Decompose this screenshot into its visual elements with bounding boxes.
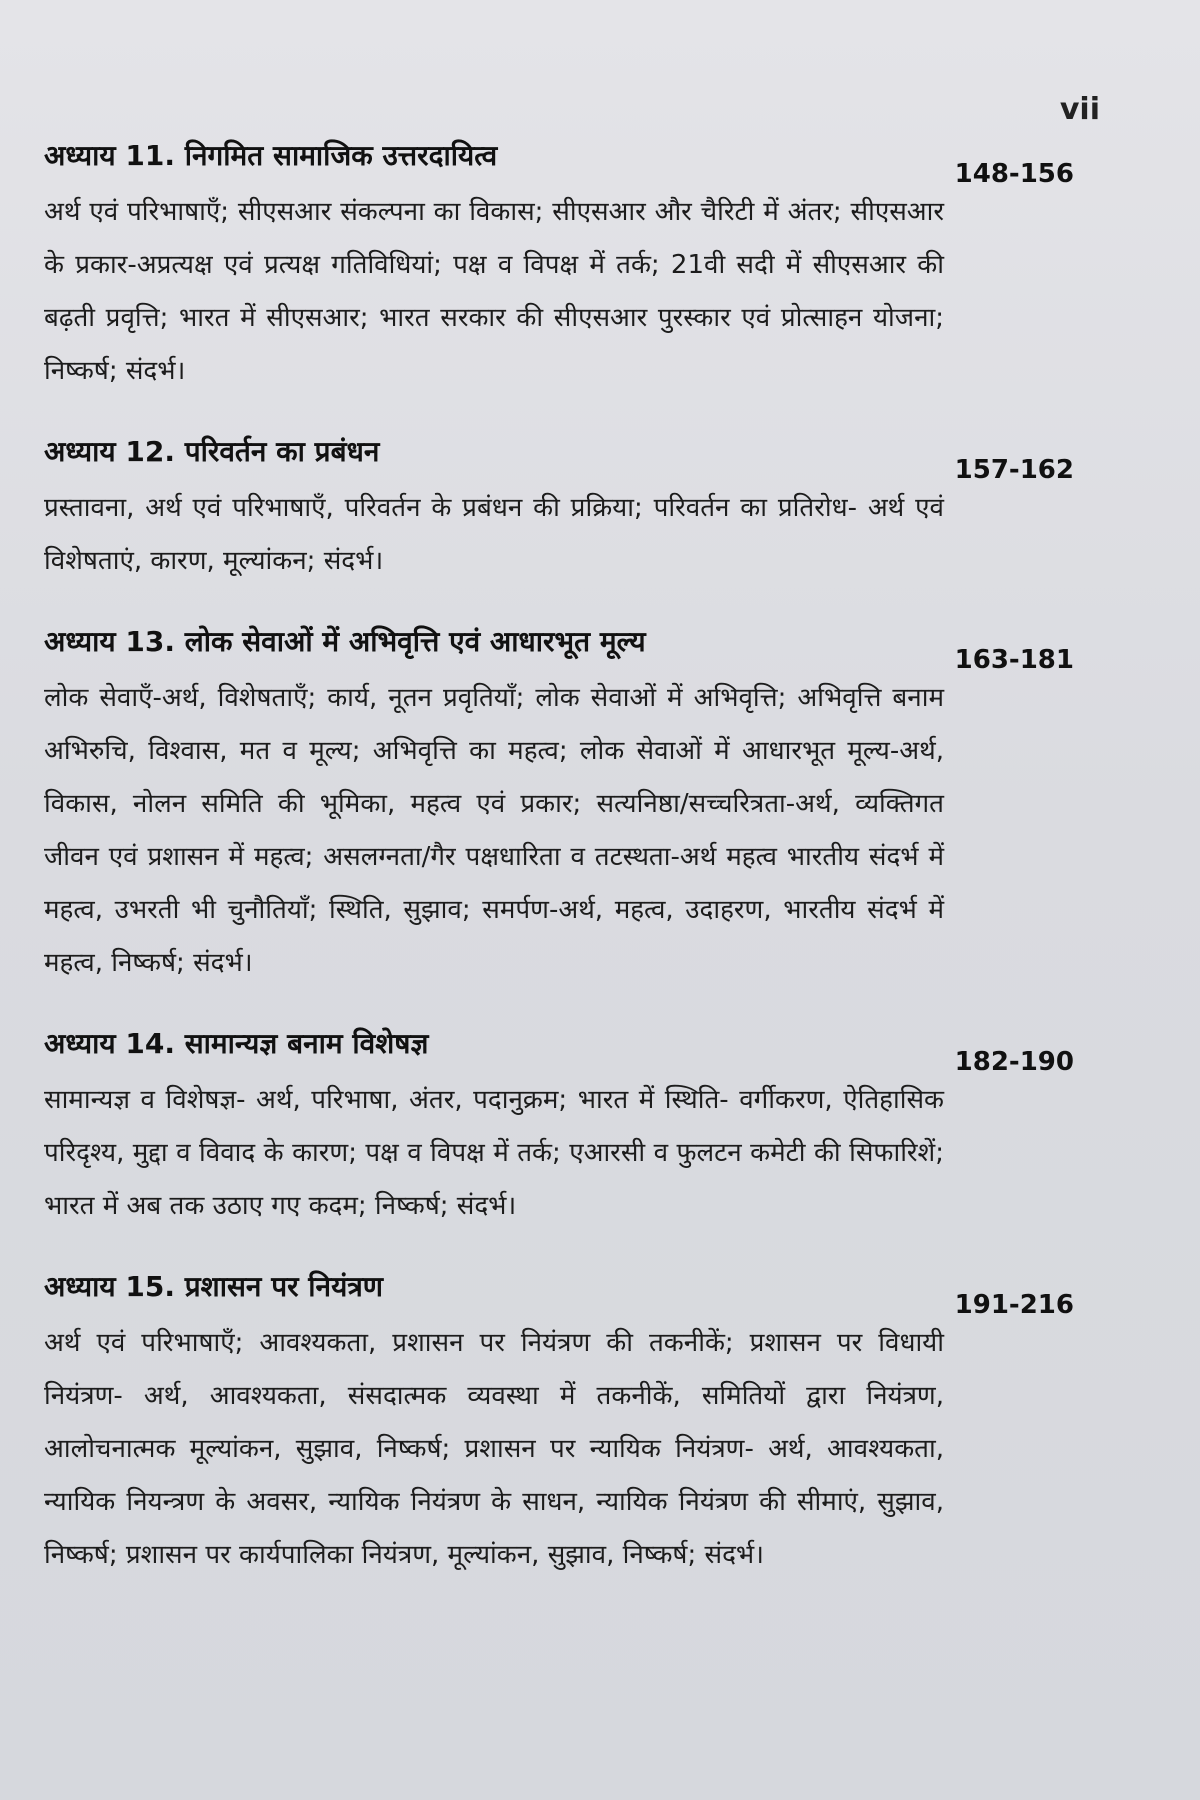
chapter-13-entry (44, 622, 1074, 990)
chapter-12-entry (44, 432, 1074, 588)
chapter-page-range: 148-156 (954, 159, 1074, 189)
chapter-page-range: 163-181 (954, 645, 1074, 675)
chapter-description: अर्थ एवं परिभाषाएँ; सीएसआर संकल्पना का विकास; सीएसआर और चैरिटी में अंतर; सीएसआर के प्रकार-अप्रत्यक्ष एवं प्रत्यक्ष गतिविधियां; पक्ष व विपक्ष में तर्क; 21वी सदी में सीएसआर की बढ़ती प्रवृत्ति; भारत में सीएसआर; भारत सरकार की सीएसआर पुरस्कार एवं प्रोत्साहन योजना; निष्कर्ष; संदर्भ। (44, 197, 944, 386)
page-number: vii (1059, 92, 1100, 127)
chapter-heading-row (44, 432, 1074, 485)
chapter-11-entry (44, 136, 1074, 398)
chapter-description: अर्थ एवं परिभाषाएँ; आवश्यकता, प्रशासन पर नियंत्रण की तकनीकें; प्रशासन पर विधायी नियंत्रण- अर्थ, आवश्यकता, संसदात्मक व्यवस्था में तकनीकें, समितियों द्वारा नियंत्रण, आलोचनात्मक मूल्यांकन, सुझाव, निष्कर्ष; प्रशासन पर न्यायिक नियंत्रण- अर्थ, आवश्यकता, न्यायिक नियन्त्रण के अवसर, न्यायिक नियंत्रण के साधन, न्यायिक नियंत्रण की सीमाएं, सुझाव, निष्कर्ष; प्रशासन पर कार्यपालिका नियंत्रण, मूल्यांकन, सुझाव, निष्कर्ष; संदर्भ। (44, 1328, 944, 1570)
chapter-title: अध्याय 12. परिवर्तन का प्रबंधन (44, 435, 380, 468)
chapter-heading-row (44, 136, 1074, 189)
chapter-heading-row (44, 1267, 1074, 1320)
table-of-contents (44, 136, 1074, 1616)
chapter-description: प्रस्तावना, अर्थ एवं परिभाषाएँ, परिवर्तन के प्रबंधन की प्रक्रिया; परिवर्तन का प्रतिरोध- अर्थ एवं विशेषताएं, कारण, मूल्यांकन; संदर्भ। (44, 493, 944, 576)
chapter-page-range: 191-216 (954, 1290, 1074, 1320)
chapter-title: अध्याय 11. निगमित सामाजिक उत्तरदायित्व (44, 139, 498, 172)
chapter-title: अध्याय 13. लोक सेवाओं में अभिवृत्ति एवं आधारभूत मूल्य (44, 625, 646, 658)
chapter-page-range: 182-190 (954, 1047, 1074, 1077)
chapter-heading-row (44, 1024, 1074, 1077)
chapter-title: अध्याय 15. प्रशासन पर नियंत्रण (44, 1270, 384, 1303)
chapter-14-entry (44, 1024, 1074, 1233)
chapter-title: अध्याय 14. सामान्यज्ञ बनाम विशेषज्ञ (44, 1027, 429, 1060)
chapter-description: लोक सेवाएँ-अर्थ, विशेषताएँ; कार्य, नूतन प्रवृतियाँ; लोक सेवाओं में अभिवृत्ति; अभिवृत्ति बनाम अभिरुचि, विश्वास, मत व मूल्य; अभिवृत्ति का महत्व; लोक सेवाओं में आधारभूत मूल्य-अर्थ, विकास, नोलन समिति की भूमिका, महत्व एवं प्रकार; सत्यनिष्ठा/सच्चरित्रता-अर्थ, व्यक्तिगत जीवन एवं प्रशासन में महत्व; असलग्नता/गैर पक्षधारिता व तटस्थता-अर्थ महत्व भारतीय संदर्भ में महत्व, उभरती भी चुनौतियाँ; स्थिति, सुझाव; समर्पण-अर्थ, महत्व, उदाहरण, भारतीय संदर्भ में महत्व, निष्कर्ष; संदर्भ। (44, 683, 944, 978)
chapter-description: सामान्यज्ञ व विशेषज्ञ- अर्थ, परिभाषा, अंतर, पदानुक्रम; भारत में स्थिति- वर्गीकरण, ऐतिहासिक परिदृश्य, मुद्दा व विवाद के कारण; पक्ष व विपक्ष में तर्क; एआरसी व फुलटन कमेटी की सिफारिशें; भारत में अब तक उठाए गए कदम; निष्कर्ष; संदर्भ। (44, 1085, 944, 1221)
chapter-page-range: 157-162 (954, 455, 1074, 485)
chapter-heading-row (44, 622, 1074, 675)
chapter-15-entry (44, 1267, 1074, 1582)
